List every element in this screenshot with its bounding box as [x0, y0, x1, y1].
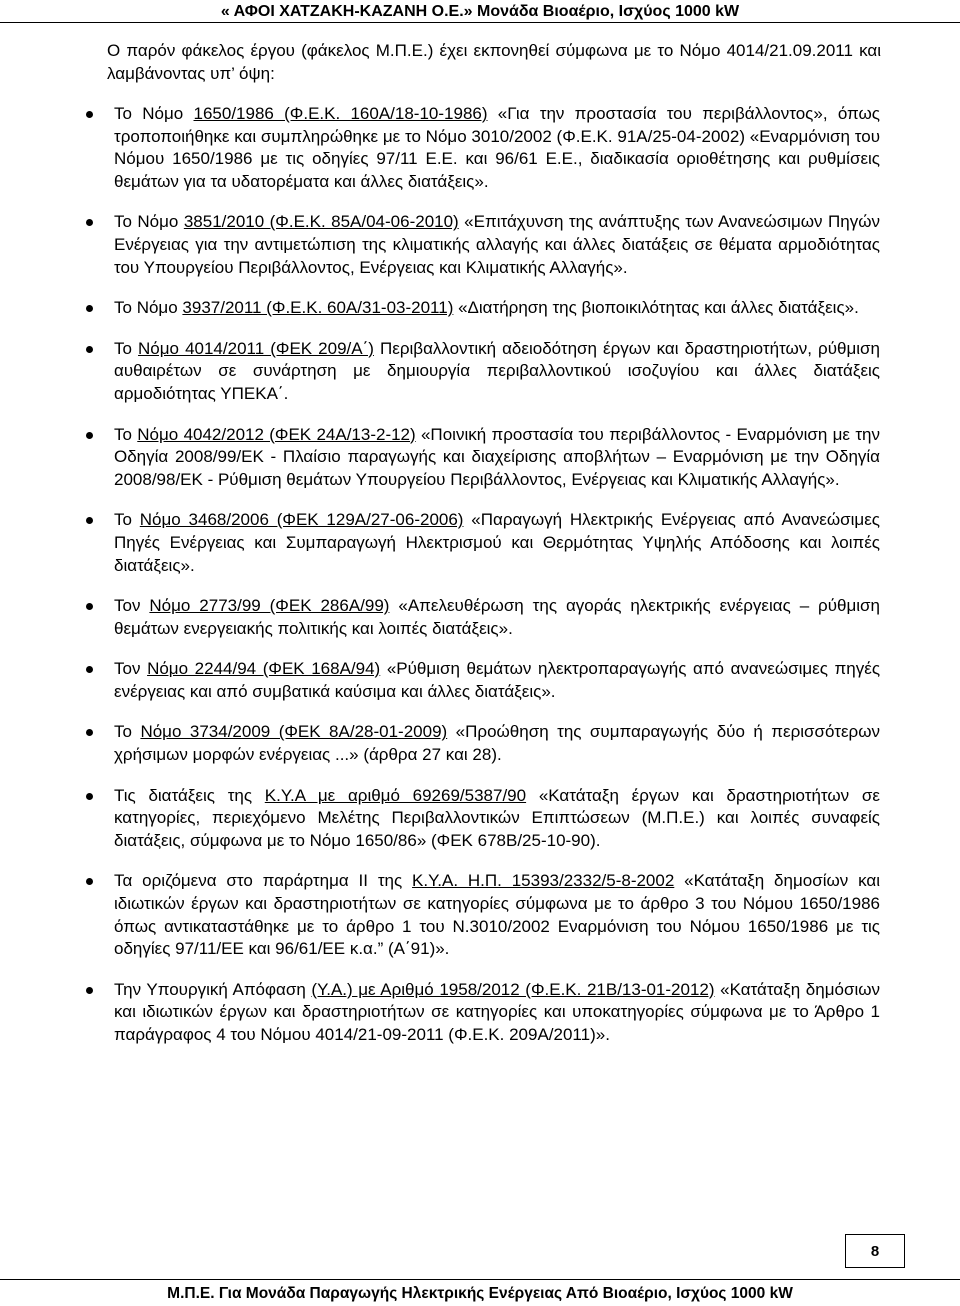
item-prefix: Το: [114, 722, 141, 742]
list-item: [0, 211, 880, 279]
item-prefix: Τα οριζόμενα στο παράρτημα ΙΙ της: [114, 871, 413, 891]
footer-divider: [0, 1279, 960, 1280]
item-text: «Απελευθέρωση της αγοράς ηλεκτρικής ενέργειας – ρύθμιση θεμάτων ενεργειακής πολιτικής και λοιπές διατάξεις».: [114, 596, 880, 638]
item-prefix: Το Νόμο: [114, 212, 184, 232]
item-prefix: Τον: [114, 596, 150, 616]
bullet-icon: [86, 987, 93, 994]
law-reference: Νόμο 2244/94 (ΦΕΚ 168Α/94): [147, 659, 381, 679]
list-item: [0, 338, 880, 406]
legislation-list: [0, 103, 960, 1065]
page-footer: Μ.Π.Ε. Για Μονάδα Παραγωγής Ηλεκτρικής Ενέργειας Από Βιοαέριο, Ισχύος 1000 kW: [167, 1285, 793, 1302]
list-item: [0, 595, 880, 640]
law-reference: (Υ.Α.) με Αριθμό 1958/2012 (Φ.Ε.Κ. 21Β/13-01-2012): [311, 979, 715, 999]
bullet-icon: [86, 111, 93, 118]
bullet-icon: [86, 305, 93, 312]
item-prefix: Το Νόμο: [114, 104, 194, 123]
list-item: [0, 424, 880, 492]
list-item: [0, 979, 880, 1047]
item-prefix: Τον: [114, 659, 148, 679]
law-reference: Κ.Υ.Α με αριθμό 69269/5387/90: [264, 785, 527, 805]
item-prefix: Το Νόμο: [114, 298, 183, 318]
law-reference: Νόμο 2773/99 (ΦΕΚ 286Α/99): [149, 596, 390, 616]
law-reference: 3851/2010 (Φ.Ε.Κ. 85Α/04-06-2010): [183, 212, 459, 232]
page-number: 8: [845, 1234, 905, 1268]
intro-paragraph: Ο παρόν φάκελος έργου (φάκελος Μ.Π.Ε.) έχει εκπονηθεί σύμφωνα με το Νόμο 4014/21.09.2011 και λαμβάνοντας υπ’ όψη:: [107, 41, 881, 83]
item-prefix: Το: [114, 338, 139, 358]
list-item: [0, 721, 880, 766]
item-text: «Προώθηση της συμπαραγωγής δύο ή περισσότερων χρήσιμων μορφών ενέργειας ...» (άρθρα 27 και 28).: [114, 722, 880, 765]
item-prefix: Τις διατάξεις της: [114, 785, 265, 805]
item-text: «Για την προστασία του περιβάλλοντος», όπως τροποποιήθηκε και συμπληρώθηκε με το Νόμο 3010/2002 (Φ.Ε.Κ. 91Α/25-04-2002) «Εναρμόνιση του Νόμου 1650/1986 με τις οδηγίες 97/11 Ε.Ε. και 96/61 Ε.Ε., διαδικασία οριοθέτησης και ρυθμίσεις θεμάτων για τα υδατορέματα και άλλες διατάξεις».: [114, 104, 880, 191]
item-text: «Κατάταξη δημόσιων και ιδιωτικών έργων και δραστηριοτήτων σε κατηγορίες και υποκατηγορίες σύμφωνα με το Άρθρο 1 παράγραφος 4 του Νόμου 4014/21-09-2011 (Φ.Ε.Κ. 209Α/2011)».: [114, 979, 880, 1044]
law-reference: 3937/2011 (Φ.Ε.Κ. 60Α/31-03-2011): [182, 298, 454, 318]
bullet-icon: [86, 793, 93, 800]
bullet-icon: [86, 729, 93, 736]
item-text: «Ποινική προστασία του περιβάλλοντος - Εναρμόνιση με την Οδηγία 2008/99/ΕΚ - Πλαίσιο παραγωγής και διαχείρισης αποβλήτων – Εναρμόνιση με την Οδηγία 2008/98/ΕΚ - Ρύθμιση θεμάτων Υπουργείου Περιβάλλοντος, Ενέργειας και Κλιματικής Αλλαγής».: [114, 424, 880, 489]
list-item: [0, 870, 880, 960]
bullet-icon: [86, 432, 93, 439]
item-prefix: Το: [114, 510, 140, 530]
item-prefix: Την Υπουργική Απόφαση: [114, 979, 312, 999]
law-reference: Νόμο 3468/2006 (ΦΕΚ 129Α/27-06-2006): [139, 510, 464, 530]
item-text: «Επιτάχυνση της ανάπτυξης των Ανανεώσιμων Πηγών Ενέργειας για την αντιμετώπιση της κλιματικής αλλαγής και άλλες διατάξεις σε θέματα αρμοδιότητας του Υπουργείου Περιβάλλοντος, Ενέργειας και Κλιματικής Αλλαγής».: [114, 212, 880, 277]
header-divider: [0, 22, 960, 23]
item-text: «Διατήρηση της βιοποικιλότητας και άλλες διατάξεις».: [453, 298, 859, 318]
item-prefix: Το: [114, 424, 138, 444]
law-reference: Νόμο 3734/2009 (ΦΕΚ 8Α/28-01-2009): [140, 722, 448, 742]
law-reference: 1650/1986 (Φ.Ε.Κ. 160Α/18-10-1986): [193, 104, 488, 123]
law-reference: Νόμο 4042/2012 (ΦΕΚ 24Α/13-2-12): [137, 424, 416, 444]
item-text: «Ρύθμιση θεμάτων ηλεκτροπαραγωγής από ανανεώσιμες πηγές ενέργειας και από συμβατικά καύσιμα και άλλες διατάξεις».: [114, 659, 881, 701]
list-item: [0, 103, 880, 193]
item-text: Περιβαλλοντική αδειοδότηση έργων και δραστηριοτήτων, ρύθμιση αυθαιρέτων σε συνάρτηση με δημιουργία περιβαλλοντικού ισοζυγίου και άλλες διατάξεις αρμοδιότητας ΥΠΕΚΑ΄.: [114, 338, 880, 403]
bullet-icon: [86, 219, 93, 226]
list-item: [0, 785, 880, 853]
bullet-icon: [86, 517, 93, 524]
list-item: [0, 658, 880, 703]
list-item: [0, 297, 880, 320]
bullet-icon: [86, 878, 93, 885]
bullet-icon: [86, 603, 93, 610]
item-text: «Κατάταξη έργων και δραστηριοτήτων σε κατηγορίες, περιεχόμενο Μελέτης Περιβαλλοντικών Επιπτώσεων (Μ.Π.Ε.) και λοιπές συναφείς διατάξεις, σύμφωνα με το Νόμο 1650/86» (ΦΕΚ 678Β/25-10-90).: [114, 785, 880, 850]
law-reference: Κ.Υ.Α. Η.Π. 15393/2332/5-8-2002: [412, 871, 675, 891]
bullet-icon: [86, 346, 93, 353]
bullet-icon: [86, 666, 93, 673]
list-item: [0, 509, 880, 577]
page-header: « ΑΦΟΙ ΧΑΤΖΑΚΗ-ΚΑΖΑΝΗ Ο.Ε.» Μονάδα Βιοαέριο, Ισχύος 1000 kW: [220, 3, 740, 20]
law-reference: Νόμο 4014/2011 (ΦΕΚ 209/Α΄): [138, 338, 374, 358]
item-text: «Κατάταξη δημοσίων και ιδιωτικών έργων και δραστηριοτήτων σε κατηγορίες σύμφωνα με το άρθρο 3 του Νόμου 1650/1986 όπως αντικαταστάθηκε με το άρθρο 1 του Ν.3010/2002 Εναρμόνιση του Νόμου 1650/1986 με τις οδηγίες 97/11/ΕΕ και 96/61/ΕΕ κ.α.” (Α΄91)».: [114, 871, 880, 959]
item-text: «Παραγωγή Ηλεκτρικής Ενέργειας από Ανανεώσιμες Πηγές Ενέργειας και Συμπαραγωγή Ηλεκτρισμού και Θερμότητας Υψηλής Απόδοσης και λοιπές διατάξεις».: [114, 510, 880, 575]
